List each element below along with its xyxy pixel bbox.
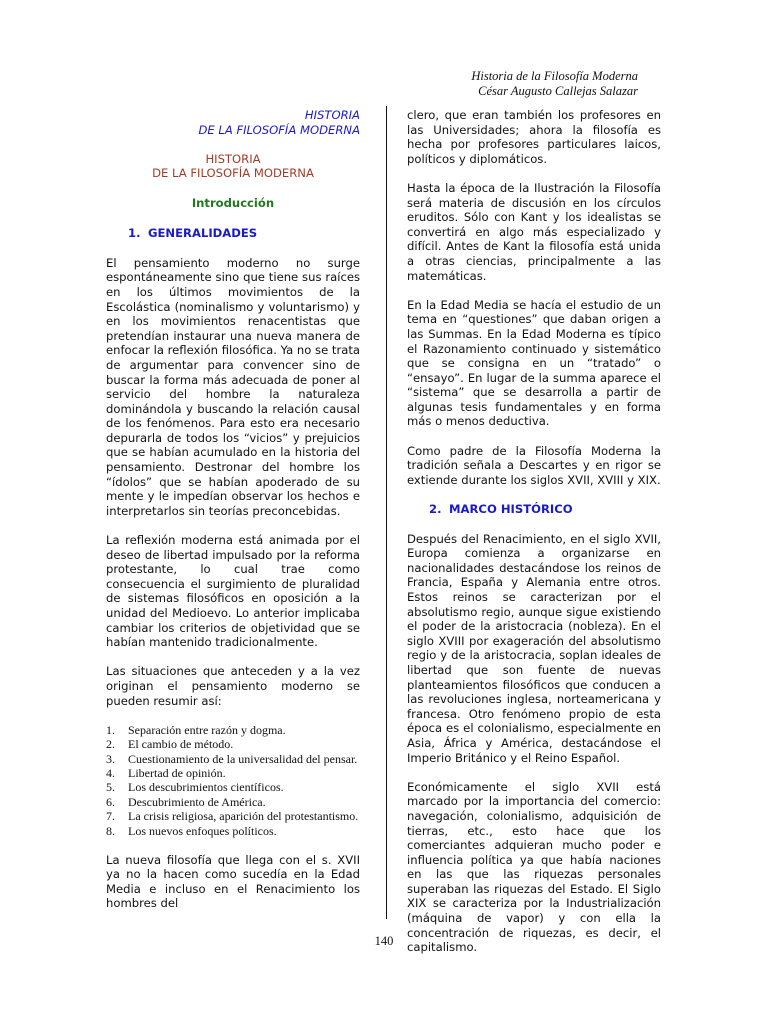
section-heading-generalidades (106, 226, 360, 241)
title-red-line1: HISTORIA (205, 151, 261, 166)
intro-heading: Introducción (191, 195, 275, 210)
title-red (106, 152, 360, 181)
paragraph: Después del Renacimiento, en el siglo XVII, Europa comienza a organizarse en nacionalidades destacándose los reinos de Francia, España y Alemania entre otros. Estos reinos se caracterizan por el absolutismo regio, aunque sigue existiendo el poder de la aristocracia (nobleza). En el siglo XVIII por exageración del absolutismo regio y de la aristocracia, soplan ideales de libertad que son fuente de nuevas planteamientos filosóficos que conducen a las revoluciones inglesa, norteamericana y francesa. Otro fenómeno propio de esta época es el colonialismo, especialmente en Asia, África y América, destacándose el Imperio Británico y el Reino Español. (407, 531, 661, 765)
list-item: 4. Libertad de opinión. (106, 765, 226, 780)
list-item: 7. La crisis religiosa, aparición del protestantismo. (106, 809, 359, 824)
paragraph: El pensamiento moderno no surge espontáneamente sino que tiene sus raíces en los últimos movimientos de la Escolástica (nominalismo y voluntarismo) y en los movimientos renacentistas que pretendían instaurar una nueva manera de enfocar la reflexión filosófica. Ya no se trata de argumentar para convencer sino de buscar la forma más adecuada de poner al servicio del hombre la naturaleza dominándola y buscando la relación causal de los fenómenos. Para esto era necesario depurarla de todos los “vicios” y prejuicios que se habían acumulado en la historia del pensamiento. Destronar del hombre los “ídolos” que se habían apoderado de su mente y le impedían observar los hechos e interpretarlos sin teorías preconcebidas. (106, 255, 360, 518)
paragraph: En la Edad Media se hacía el estudio de un tema en “questiones” que daban origen a las Summas. En la Edad Moderna es típico el Razonamiento continuado y sistemático que se consigna en un “tratado” o “ensayo”. En lugar de la summa aparece el “sistema” que se desarrolla a partir de algunas tesis fundamentales y en forma más o menos deductiva. (407, 297, 661, 429)
left-column (106, 108, 360, 926)
page-header (471, 69, 638, 99)
numbered-list (106, 723, 360, 838)
list-item: 5. Los descubrimientos científicos. (106, 780, 284, 795)
title-blue-line1: HISTORIA (304, 108, 360, 122)
list-item: 1. Separación entre razón y dogma. (106, 722, 286, 737)
title-blue (106, 108, 360, 137)
section-heading-marco-historico (407, 502, 661, 517)
right-column (407, 108, 661, 969)
section-number: 1. (128, 226, 141, 241)
list-item: 2. El cambio de método. (106, 737, 234, 752)
title-blue-line2: DE LA FILOSOFÍA MODERNA (198, 122, 360, 137)
paragraph: clero, que eran también los profesores en las Universidades; ahora la filosofía es hecha por profesores particulares laicos, políticos y diplomáticos. (407, 108, 661, 166)
paragraph: Económicamente el siglo XVII está marcado por la importancia del comercio: navegación, colonialismo, adquisición de tierras, etc., esto hace que los comerciantes adquieran mucho poder e influencia política ya que había naciones en las que las riquezas personales superaban las riquezas del Estado. El Siglo XIX se caracteriza por la Industrialización (máquina de vapor) y con ella la concentración de riquezas, es decir, el capitalismo. (407, 779, 661, 955)
page-number: 140 (374, 934, 394, 948)
paragraph: Como padre de la Filosofía Moderna la tradición señala a Descartes y en rigor se extiende durante los siglos XVII, XVIII y XIX. (407, 443, 661, 487)
list-item: 6. Descubrimiento de América. (106, 794, 266, 809)
column-divider (386, 106, 387, 919)
list-item: 3. Cuestionamiento de la universalidad del pensar. (106, 751, 358, 766)
paragraph: La reflexión moderna está animada por el deseo de libertad impulsado por la reforma protestante, lo cual trae como consecuencia el surgimiento de pluralidad de sistemas filosóficos en oposición a la unidad del Medioevo. Lo anterior implicaba cambiar los criterios de objetividad que se habían mantenido tradicionalmente. (106, 533, 360, 650)
title-red-line2: DE LA FILOSOFÍA MODERNA (152, 166, 314, 181)
section-title: GENERALIDADES (148, 226, 258, 241)
header-book-title: Historia de la Filosofía Moderna (471, 69, 638, 83)
paragraph: Hasta la época de la Ilustración la Filosofía será materia de discusión en los círculos eruditos. Sólo con Kant y los idealistas se convertirá en algo más especializado y difícil. Antes de Kant la filosofía está unida a otras ciencias, principalmente a las matemáticas. (407, 180, 661, 283)
paragraph: Las situaciones que anteceden y a la vez originan el pensamiento moderno se pueden resumir así: (106, 664, 360, 708)
section-title: MARCO HISTÓRICO (449, 502, 573, 517)
header-author: César Augusto Callejas Salazar (478, 84, 638, 98)
section-number: 2. (429, 502, 442, 517)
paragraph: La nueva filosofía que llega con el s. XVII ya no la hacen como sucedía en la Edad Media e incluso en el Renacimiento los hombres del (106, 852, 360, 911)
list-item: 8. Los nuevos enfoques políticos. (106, 823, 277, 838)
